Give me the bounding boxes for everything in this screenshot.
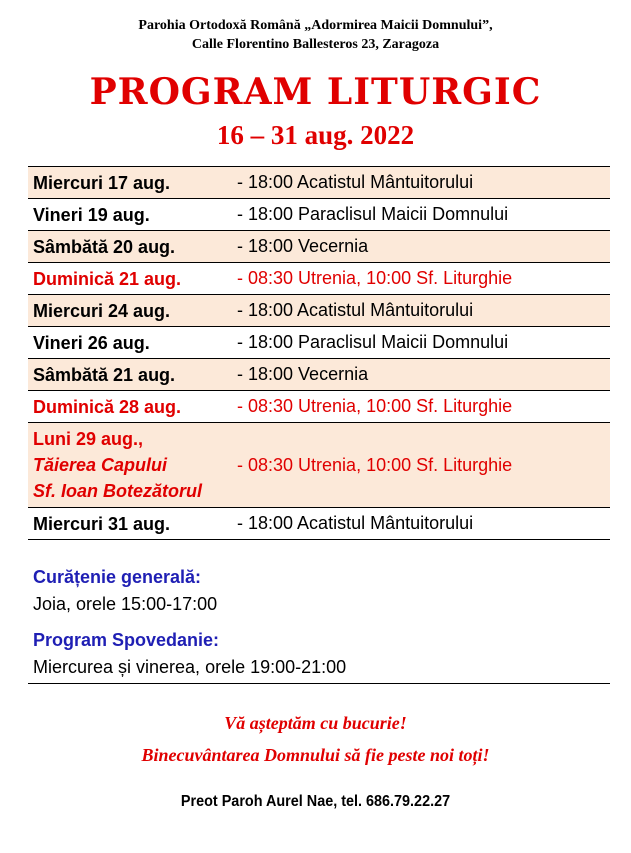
schedule-row bbox=[28, 167, 610, 199]
schedule-event: - 08:30 Utrenia, 10:00 Sf. Liturghie bbox=[237, 268, 513, 288]
schedule-day: Miercuri 24 aug. bbox=[33, 300, 171, 321]
parish-name: Parohia Ortodoxă Română „Adormirea Maicii Domnului”, bbox=[138, 18, 493, 33]
parish-address: Calle Florentino Ballesteros 23, Zaragoza bbox=[191, 37, 440, 52]
welcome-message: Vă așteptăm cu bucurie! bbox=[224, 713, 407, 733]
schedule-event: - 08:30 Utrenia, 10:00 Sf. Liturghie bbox=[237, 396, 513, 416]
schedule-event: - 18:00 Acatistul Mântuitorului bbox=[237, 172, 474, 192]
schedule-event: - 18:00 Vecernia bbox=[237, 236, 369, 256]
confession-label: Program Spovedanie: bbox=[33, 630, 220, 650]
confession-value: Miercurea și vinerea, orele 19:00-21:00 bbox=[33, 657, 347, 677]
schedule-day: Sâmbătă 21 aug. bbox=[33, 364, 176, 385]
schedule-day: Duminică 28 aug. bbox=[33, 396, 182, 417]
schedule-event: - 18:00 Paraclisul Maicii Domnului bbox=[237, 204, 509, 224]
schedule-row bbox=[28, 199, 610, 231]
schedule-day: Vineri 19 aug. bbox=[33, 204, 150, 225]
schedule-row bbox=[28, 359, 610, 391]
feast-day-date: Luni 29 aug., bbox=[33, 429, 144, 449]
schedule-day: Miercuri 31 aug. bbox=[33, 513, 171, 534]
schedule-event: - 18:00 Acatistul Mântuitorului bbox=[237, 300, 474, 320]
parish-header bbox=[0, 16, 631, 54]
cleaning-value: Joia, orele 15:00-17:00 bbox=[33, 594, 218, 614]
page-title: PROGRAM LITURGIC bbox=[89, 71, 542, 113]
priest-contact: Preot Paroh Aurel Nae, tel. 686.79.22.27 bbox=[180, 793, 451, 810]
schedule-table bbox=[28, 166, 610, 540]
schedule-row-sunday bbox=[28, 391, 610, 423]
schedule-event: - 18:00 Paraclisul Maicii Domnului bbox=[237, 332, 509, 352]
schedule-day: Miercuri 17 aug. bbox=[33, 172, 171, 193]
schedule-row-sunday bbox=[28, 263, 610, 295]
blessing-message: Binecuvântarea Domnului să fie peste noi toți! bbox=[141, 745, 490, 765]
feast-name-line2: Sf. Ioan Botezătorul bbox=[33, 481, 203, 501]
cleaning-section bbox=[28, 563, 610, 617]
schedule-row bbox=[28, 508, 610, 540]
feast-name-line1: Tăierea Capului bbox=[33, 455, 168, 475]
schedule-event: - 08:30 Utrenia, 10:00 Sf. Liturghie bbox=[237, 454, 513, 475]
schedule-day: Vineri 26 aug. bbox=[33, 332, 150, 353]
schedule-row bbox=[28, 231, 610, 263]
schedule-row-feast bbox=[28, 423, 610, 508]
schedule-event: - 18:00 Vecernia bbox=[237, 364, 369, 384]
schedule-event: - 18:00 Acatistul Mântuitorului bbox=[237, 513, 474, 533]
date-range: 16 – 31 aug. 2022 bbox=[216, 120, 415, 150]
schedule-row bbox=[28, 295, 610, 327]
schedule-row bbox=[28, 327, 610, 359]
schedule-day: Sâmbătă 20 aug. bbox=[33, 236, 176, 257]
confession-section bbox=[28, 626, 610, 684]
schedule-day bbox=[28, 426, 233, 504]
cleaning-label: Curățenie generală: bbox=[33, 567, 202, 587]
schedule-day: Duminică 21 aug. bbox=[33, 268, 182, 289]
